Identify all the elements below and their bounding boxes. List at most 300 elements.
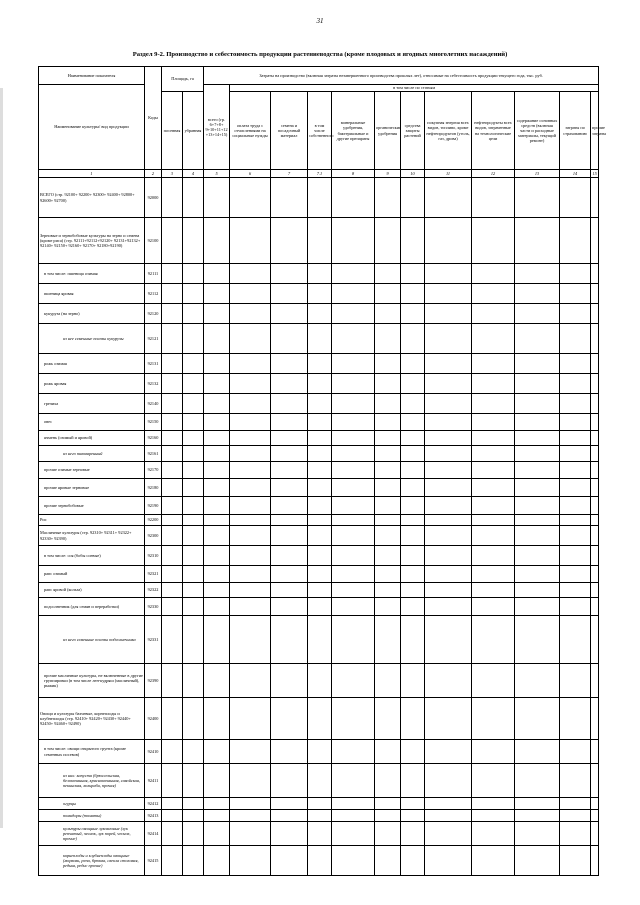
value-cell[interactable] <box>425 431 472 446</box>
value-cell[interactable] <box>183 264 204 284</box>
value-cell[interactable] <box>230 764 271 798</box>
value-cell[interactable] <box>591 462 599 479</box>
value-cell[interactable] <box>472 324 515 354</box>
value-cell[interactable] <box>308 764 332 798</box>
value-cell[interactable] <box>308 810 332 822</box>
value-cell[interactable] <box>472 304 515 324</box>
value-cell[interactable] <box>183 798 204 810</box>
value-cell[interactable] <box>472 740 515 764</box>
value-cell[interactable] <box>560 598 591 616</box>
value-cell[interactable] <box>515 822 560 846</box>
value-cell[interactable] <box>560 374 591 394</box>
value-cell[interactable] <box>515 414 560 431</box>
value-cell[interactable] <box>183 446 204 462</box>
value-cell[interactable] <box>515 354 560 374</box>
value-cell[interactable] <box>425 497 472 515</box>
value-cell[interactable] <box>425 264 472 284</box>
value-cell[interactable] <box>162 526 183 546</box>
value-cell[interactable] <box>375 515 401 526</box>
value-cell[interactable] <box>472 598 515 616</box>
value-cell[interactable] <box>401 583 425 598</box>
value-cell[interactable] <box>162 354 183 374</box>
value-cell[interactable] <box>472 822 515 846</box>
value-cell[interactable] <box>308 304 332 324</box>
value-cell[interactable] <box>591 431 599 446</box>
value-cell[interactable] <box>230 546 271 566</box>
value-cell[interactable] <box>230 583 271 598</box>
value-cell[interactable] <box>425 526 472 546</box>
value-cell[interactable] <box>375 264 401 284</box>
value-cell[interactable] <box>591 354 599 374</box>
value-cell[interactable] <box>560 698 591 740</box>
value-cell[interactable] <box>375 178 401 218</box>
value-cell[interactable] <box>560 394 591 414</box>
value-cell[interactable] <box>375 497 401 515</box>
value-cell[interactable] <box>472 414 515 431</box>
value-cell[interactable] <box>472 446 515 462</box>
value-cell[interactable] <box>230 698 271 740</box>
value-cell[interactable] <box>162 479 183 497</box>
value-cell[interactable] <box>591 616 599 664</box>
value-cell[interactable] <box>375 583 401 598</box>
value-cell[interactable] <box>515 178 560 218</box>
value-cell[interactable] <box>560 764 591 798</box>
value-cell[interactable] <box>515 546 560 566</box>
value-cell[interactable] <box>204 394 230 414</box>
value-cell[interactable] <box>401 264 425 284</box>
value-cell[interactable] <box>183 546 204 566</box>
value-cell[interactable] <box>515 374 560 394</box>
value-cell[interactable] <box>204 616 230 664</box>
value-cell[interactable] <box>162 698 183 740</box>
value-cell[interactable] <box>230 526 271 546</box>
value-cell[interactable] <box>591 583 599 598</box>
value-cell[interactable] <box>401 218 425 264</box>
value-cell[interactable] <box>375 394 401 414</box>
value-cell[interactable] <box>183 566 204 583</box>
value-cell[interactable] <box>204 374 230 394</box>
value-cell[interactable] <box>183 497 204 515</box>
value-cell[interactable] <box>401 414 425 431</box>
value-cell[interactable] <box>271 497 308 515</box>
value-cell[interactable] <box>560 798 591 810</box>
value-cell[interactable] <box>515 218 560 264</box>
value-cell[interactable] <box>515 479 560 497</box>
value-cell[interactable] <box>162 546 183 566</box>
value-cell[interactable] <box>515 446 560 462</box>
value-cell[interactable] <box>230 218 271 264</box>
value-cell[interactable] <box>591 740 599 764</box>
value-cell[interactable] <box>591 822 599 846</box>
value-cell[interactable] <box>472 354 515 374</box>
value-cell[interactable] <box>375 526 401 546</box>
value-cell[interactable] <box>332 598 375 616</box>
value-cell[interactable] <box>271 846 308 876</box>
value-cell[interactable] <box>308 698 332 740</box>
value-cell[interactable] <box>271 598 308 616</box>
value-cell[interactable] <box>332 324 375 354</box>
value-cell[interactable] <box>271 324 308 354</box>
value-cell[interactable] <box>425 810 472 822</box>
value-cell[interactable] <box>308 526 332 546</box>
value-cell[interactable] <box>271 822 308 846</box>
value-cell[interactable] <box>332 178 375 218</box>
value-cell[interactable] <box>204 264 230 284</box>
value-cell[interactable] <box>591 394 599 414</box>
value-cell[interactable] <box>308 515 332 526</box>
value-cell[interactable] <box>401 446 425 462</box>
value-cell[interactable] <box>425 764 472 798</box>
value-cell[interactable] <box>162 810 183 822</box>
value-cell[interactable] <box>162 218 183 264</box>
value-cell[interactable] <box>560 414 591 431</box>
value-cell[interactable] <box>560 497 591 515</box>
value-cell[interactable] <box>560 324 591 354</box>
value-cell[interactable] <box>230 374 271 394</box>
value-cell[interactable] <box>332 304 375 324</box>
value-cell[interactable] <box>308 431 332 446</box>
value-cell[interactable] <box>401 698 425 740</box>
value-cell[interactable] <box>560 304 591 324</box>
value-cell[interactable] <box>375 822 401 846</box>
value-cell[interactable] <box>472 218 515 264</box>
value-cell[interactable] <box>425 374 472 394</box>
value-cell[interactable] <box>472 394 515 414</box>
value-cell[interactable] <box>308 284 332 304</box>
value-cell[interactable] <box>230 284 271 304</box>
value-cell[interactable] <box>332 810 375 822</box>
value-cell[interactable] <box>332 740 375 764</box>
value-cell[interactable] <box>332 798 375 810</box>
value-cell[interactable] <box>425 566 472 583</box>
value-cell[interactable] <box>375 218 401 264</box>
value-cell[interactable] <box>230 822 271 846</box>
value-cell[interactable] <box>230 810 271 822</box>
value-cell[interactable] <box>308 598 332 616</box>
value-cell[interactable] <box>204 284 230 304</box>
value-cell[interactable] <box>183 374 204 394</box>
value-cell[interactable] <box>271 264 308 284</box>
value-cell[interactable] <box>204 414 230 431</box>
value-cell[interactable] <box>162 394 183 414</box>
value-cell[interactable] <box>162 414 183 431</box>
value-cell[interactable] <box>401 304 425 324</box>
value-cell[interactable] <box>271 304 308 324</box>
value-cell[interactable] <box>230 497 271 515</box>
value-cell[interactable] <box>204 462 230 479</box>
value-cell[interactable] <box>560 616 591 664</box>
value-cell[interactable] <box>332 546 375 566</box>
value-cell[interactable] <box>515 515 560 526</box>
value-cell[interactable] <box>162 566 183 583</box>
value-cell[interactable] <box>591 515 599 526</box>
value-cell[interactable] <box>271 446 308 462</box>
value-cell[interactable] <box>162 616 183 664</box>
value-cell[interactable] <box>230 846 271 876</box>
value-cell[interactable] <box>204 822 230 846</box>
value-cell[interactable] <box>308 394 332 414</box>
value-cell[interactable] <box>401 798 425 810</box>
value-cell[interactable] <box>271 664 308 698</box>
value-cell[interactable] <box>425 284 472 304</box>
value-cell[interactable] <box>472 583 515 598</box>
value-cell[interactable] <box>591 178 599 218</box>
value-cell[interactable] <box>204 698 230 740</box>
value-cell[interactable] <box>591 324 599 354</box>
value-cell[interactable] <box>515 526 560 546</box>
value-cell[interactable] <box>591 304 599 324</box>
value-cell[interactable] <box>515 431 560 446</box>
value-cell[interactable] <box>271 374 308 394</box>
value-cell[interactable] <box>560 446 591 462</box>
value-cell[interactable] <box>271 414 308 431</box>
value-cell[interactable] <box>401 374 425 394</box>
value-cell[interactable] <box>560 822 591 846</box>
value-cell[interactable] <box>401 284 425 304</box>
value-cell[interactable] <box>375 479 401 497</box>
value-cell[interactable] <box>162 515 183 526</box>
value-cell[interactable] <box>332 218 375 264</box>
value-cell[interactable] <box>591 764 599 798</box>
value-cell[interactable] <box>183 431 204 446</box>
value-cell[interactable] <box>271 764 308 798</box>
value-cell[interactable] <box>230 324 271 354</box>
value-cell[interactable] <box>472 764 515 798</box>
value-cell[interactable] <box>183 598 204 616</box>
value-cell[interactable] <box>425 822 472 846</box>
value-cell[interactable] <box>425 583 472 598</box>
value-cell[interactable] <box>271 566 308 583</box>
value-cell[interactable] <box>332 462 375 479</box>
value-cell[interactable] <box>271 394 308 414</box>
value-cell[interactable] <box>472 374 515 394</box>
value-cell[interactable] <box>375 324 401 354</box>
value-cell[interactable] <box>515 284 560 304</box>
value-cell[interactable] <box>271 462 308 479</box>
value-cell[interactable] <box>425 698 472 740</box>
value-cell[interactable] <box>591 546 599 566</box>
value-cell[interactable] <box>515 566 560 583</box>
value-cell[interactable] <box>375 798 401 810</box>
value-cell[interactable] <box>375 462 401 479</box>
value-cell[interactable] <box>472 798 515 810</box>
value-cell[interactable] <box>230 479 271 497</box>
value-cell[interactable] <box>401 740 425 764</box>
value-cell[interactable] <box>332 497 375 515</box>
value-cell[interactable] <box>162 583 183 598</box>
value-cell[interactable] <box>162 846 183 876</box>
value-cell[interactable] <box>401 324 425 354</box>
value-cell[interactable] <box>271 698 308 740</box>
value-cell[interactable] <box>308 822 332 846</box>
value-cell[interactable] <box>230 354 271 374</box>
value-cell[interactable] <box>183 616 204 664</box>
value-cell[interactable] <box>515 264 560 284</box>
value-cell[interactable] <box>230 264 271 284</box>
value-cell[interactable] <box>271 218 308 264</box>
value-cell[interactable] <box>332 394 375 414</box>
value-cell[interactable] <box>204 497 230 515</box>
value-cell[interactable] <box>401 598 425 616</box>
value-cell[interactable] <box>230 798 271 810</box>
value-cell[interactable] <box>375 698 401 740</box>
value-cell[interactable] <box>560 178 591 218</box>
value-cell[interactable] <box>401 515 425 526</box>
value-cell[interactable] <box>308 354 332 374</box>
value-cell[interactable] <box>332 284 375 304</box>
value-cell[interactable] <box>230 394 271 414</box>
value-cell[interactable] <box>515 846 560 876</box>
value-cell[interactable] <box>183 324 204 354</box>
value-cell[interactable] <box>560 740 591 764</box>
value-cell[interactable] <box>204 446 230 462</box>
value-cell[interactable] <box>425 354 472 374</box>
value-cell[interactable] <box>375 664 401 698</box>
value-cell[interactable] <box>425 479 472 497</box>
value-cell[interactable] <box>308 583 332 598</box>
value-cell[interactable] <box>560 284 591 304</box>
value-cell[interactable] <box>204 546 230 566</box>
value-cell[interactable] <box>591 497 599 515</box>
value-cell[interactable] <box>472 479 515 497</box>
value-cell[interactable] <box>425 740 472 764</box>
value-cell[interactable] <box>332 846 375 876</box>
value-cell[interactable] <box>560 664 591 698</box>
value-cell[interactable] <box>183 414 204 431</box>
value-cell[interactable] <box>375 546 401 566</box>
value-cell[interactable] <box>183 462 204 479</box>
value-cell[interactable] <box>560 515 591 526</box>
value-cell[interactable] <box>308 374 332 394</box>
value-cell[interactable] <box>332 374 375 394</box>
value-cell[interactable] <box>271 798 308 810</box>
value-cell[interactable] <box>515 798 560 810</box>
value-cell[interactable] <box>204 566 230 583</box>
value-cell[interactable] <box>308 497 332 515</box>
value-cell[interactable] <box>401 178 425 218</box>
value-cell[interactable] <box>375 598 401 616</box>
value-cell[interactable] <box>425 324 472 354</box>
value-cell[interactable] <box>308 740 332 764</box>
value-cell[interactable] <box>183 218 204 264</box>
value-cell[interactable] <box>591 446 599 462</box>
value-cell[interactable] <box>401 616 425 664</box>
value-cell[interactable] <box>162 446 183 462</box>
value-cell[interactable] <box>375 446 401 462</box>
value-cell[interactable] <box>332 446 375 462</box>
value-cell[interactable] <box>271 810 308 822</box>
value-cell[interactable] <box>308 178 332 218</box>
value-cell[interactable] <box>183 698 204 740</box>
value-cell[interactable] <box>162 324 183 354</box>
value-cell[interactable] <box>162 740 183 764</box>
value-cell[interactable] <box>515 583 560 598</box>
value-cell[interactable] <box>230 566 271 583</box>
value-cell[interactable] <box>401 764 425 798</box>
value-cell[interactable] <box>425 178 472 218</box>
value-cell[interactable] <box>162 764 183 798</box>
value-cell[interactable] <box>515 304 560 324</box>
value-cell[interactable] <box>332 822 375 846</box>
value-cell[interactable] <box>204 810 230 822</box>
value-cell[interactable] <box>332 526 375 546</box>
value-cell[interactable] <box>560 546 591 566</box>
value-cell[interactable] <box>375 740 401 764</box>
value-cell[interactable] <box>204 846 230 876</box>
value-cell[interactable] <box>472 497 515 515</box>
value-cell[interactable] <box>401 664 425 698</box>
value-cell[interactable] <box>204 664 230 698</box>
value-cell[interactable] <box>332 354 375 374</box>
value-cell[interactable] <box>472 264 515 284</box>
value-cell[interactable] <box>375 810 401 822</box>
value-cell[interactable] <box>162 497 183 515</box>
value-cell[interactable] <box>401 479 425 497</box>
value-cell[interactable] <box>204 598 230 616</box>
value-cell[interactable] <box>375 414 401 431</box>
value-cell[interactable] <box>183 304 204 324</box>
value-cell[interactable] <box>271 354 308 374</box>
value-cell[interactable] <box>332 698 375 740</box>
value-cell[interactable] <box>308 414 332 431</box>
value-cell[interactable] <box>425 462 472 479</box>
value-cell[interactable] <box>375 354 401 374</box>
value-cell[interactable] <box>271 431 308 446</box>
value-cell[interactable] <box>204 324 230 354</box>
value-cell[interactable] <box>425 846 472 876</box>
value-cell[interactable] <box>332 479 375 497</box>
value-cell[interactable] <box>401 566 425 583</box>
value-cell[interactable] <box>375 304 401 324</box>
value-cell[interactable] <box>425 515 472 526</box>
value-cell[interactable] <box>560 479 591 497</box>
value-cell[interactable] <box>230 178 271 218</box>
value-cell[interactable] <box>425 304 472 324</box>
value-cell[interactable] <box>230 462 271 479</box>
value-cell[interactable] <box>162 264 183 284</box>
value-cell[interactable] <box>162 798 183 810</box>
value-cell[interactable] <box>204 218 230 264</box>
value-cell[interactable] <box>308 664 332 698</box>
value-cell[interactable] <box>183 664 204 698</box>
value-cell[interactable] <box>591 598 599 616</box>
value-cell[interactable] <box>472 810 515 822</box>
value-cell[interactable] <box>472 664 515 698</box>
value-cell[interactable] <box>162 664 183 698</box>
value-cell[interactable] <box>332 583 375 598</box>
value-cell[interactable] <box>591 698 599 740</box>
value-cell[interactable] <box>425 414 472 431</box>
value-cell[interactable] <box>271 479 308 497</box>
value-cell[interactable] <box>375 566 401 583</box>
value-cell[interactable] <box>591 664 599 698</box>
value-cell[interactable] <box>271 178 308 218</box>
value-cell[interactable] <box>425 218 472 264</box>
value-cell[interactable] <box>472 546 515 566</box>
value-cell[interactable] <box>183 846 204 876</box>
value-cell[interactable] <box>230 446 271 462</box>
value-cell[interactable] <box>271 546 308 566</box>
value-cell[interactable] <box>425 616 472 664</box>
value-cell[interactable] <box>591 264 599 284</box>
value-cell[interactable] <box>332 664 375 698</box>
value-cell[interactable] <box>204 178 230 218</box>
value-cell[interactable] <box>401 394 425 414</box>
value-cell[interactable] <box>591 479 599 497</box>
value-cell[interactable] <box>472 178 515 218</box>
value-cell[interactable] <box>401 497 425 515</box>
value-cell[interactable] <box>591 810 599 822</box>
